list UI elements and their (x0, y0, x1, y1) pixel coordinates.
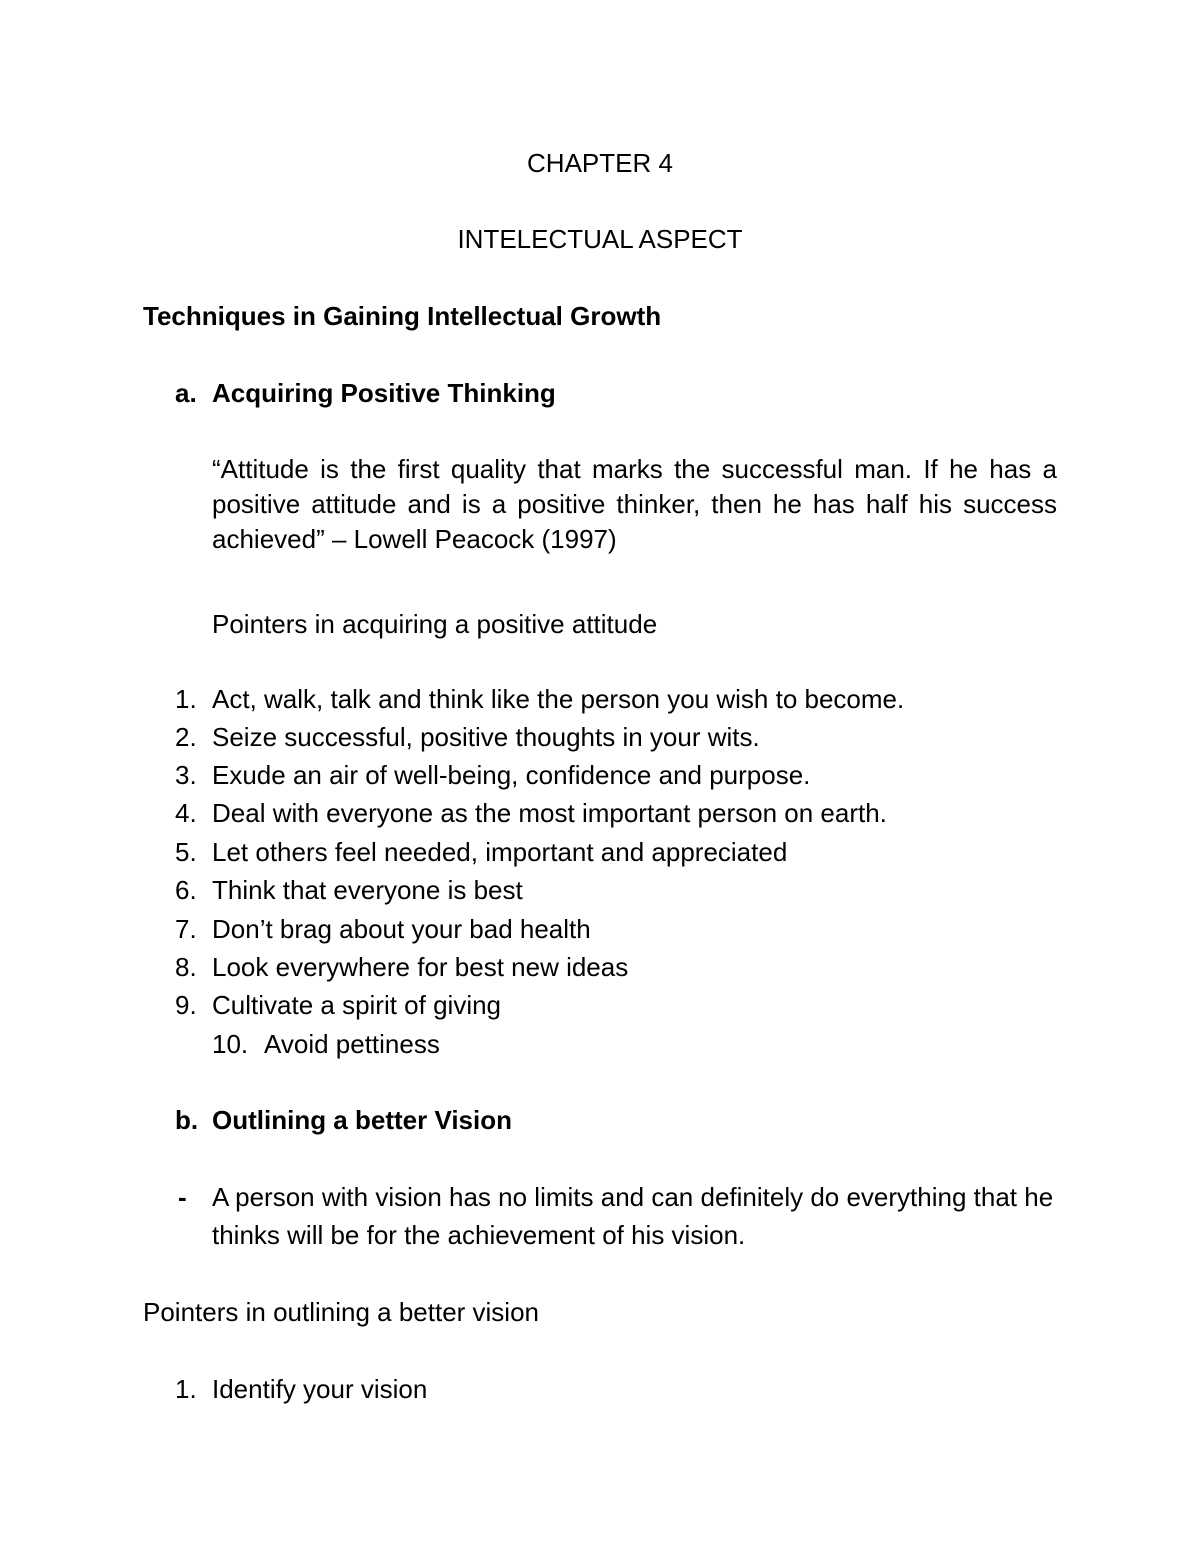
chapter-heading: CHAPTER 4 (527, 148, 673, 178)
list-item-number: 1. (175, 1374, 197, 1404)
vision-pointers-heading: Pointers in outlining a better vision (143, 1297, 540, 1327)
aspect-heading: INTELECTUAL ASPECT (457, 224, 743, 254)
list-item-text: Cultivate a spirit of giving (212, 990, 502, 1020)
subsection-a-title: Acquiring Positive Thinking (212, 378, 556, 408)
vision-bullet-text: A person with vision has no limits and can definitely do everything that he thinks will be for the achievement of his vision. (212, 1182, 1054, 1250)
list-item-text: Deal with everyone as the most important person on earth. (212, 798, 887, 828)
section-title: Techniques in Gaining Intellectual Growth (143, 301, 662, 331)
list-item-number: 2. (175, 722, 197, 752)
subsection-a-marker: a. (175, 378, 197, 408)
list-item-text: Look everywhere for best new ideas (212, 952, 629, 982)
list-item-text: Think that everyone is best (212, 875, 523, 905)
list-item-number: 9. (175, 990, 197, 1020)
list-item-number: 6. (175, 875, 197, 905)
list-item-text: Identify your vision (212, 1374, 428, 1404)
attitude-quote: “Attitude is the first quality that marks the successful man. If he has a positive attitude and is a positive thinker, then he has half his success achieved” – Lowell Peacock (1997) (212, 454, 1057, 554)
list-item-number: 5. (175, 837, 197, 867)
subsection-b-title: Outlining a better Vision (212, 1105, 512, 1135)
list-item-number: 7. (175, 914, 197, 944)
list-item-number: 8. (175, 952, 197, 982)
list-item-number: 1. (175, 684, 197, 714)
list-item-number: 4. (175, 798, 197, 828)
list-item-text: Avoid pettiness (264, 1029, 440, 1059)
list-item-text: Don’t brag about your bad health (212, 914, 591, 944)
list-item-text: Seize successful, positive thoughts in your wits. (212, 722, 760, 752)
list-item-text: Let others feel needed, important and appreciated (212, 837, 788, 867)
list-item-number: 3. (175, 760, 197, 790)
list-item-number: 10. (212, 1029, 249, 1059)
subsection-b-marker: b. (175, 1105, 199, 1135)
list-item-text: Exude an air of well-being, confidence and purpose. (212, 760, 811, 790)
list-item-text: Act, walk, talk and think like the person you wish to become. (212, 684, 905, 714)
bullet-dash: - (178, 1182, 187, 1212)
positive-attitude-pointers-heading: Pointers in acquiring a positive attitude (212, 609, 658, 639)
